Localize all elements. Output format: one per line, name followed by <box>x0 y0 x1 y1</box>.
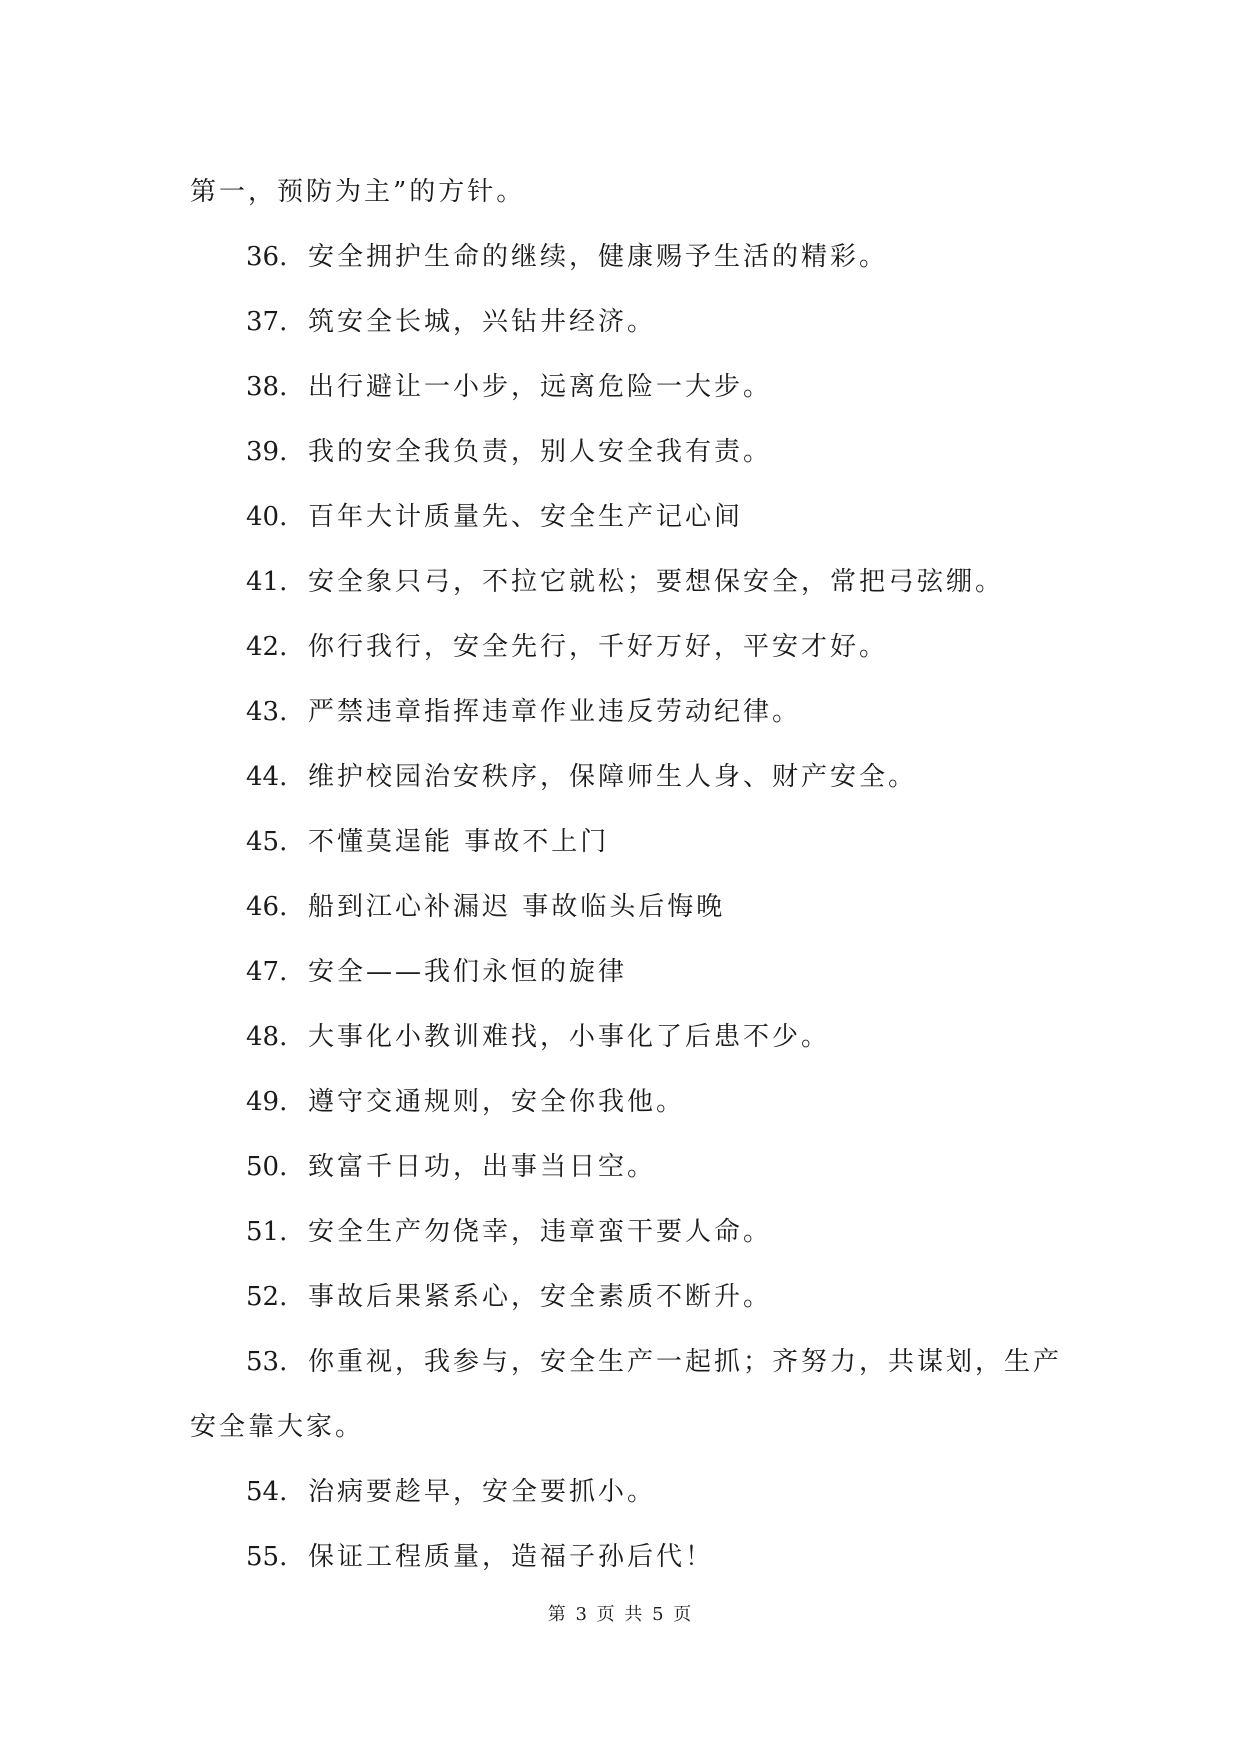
list-item <box>190 225 1070 290</box>
list-item <box>190 550 1070 615</box>
list-item <box>190 1200 1070 1265</box>
item-number: 55. <box>246 1542 288 1572</box>
page-number-label: 第 3 页 共 5 页 <box>547 1604 694 1625</box>
list-item <box>190 485 1070 550</box>
item-number: 42. <box>246 632 288 662</box>
item-text: 大事化小教训难找，小事化了后患不少。 <box>308 1022 831 1052</box>
item-number: 41. <box>246 567 288 597</box>
list-item <box>190 680 1070 745</box>
item-number: 44. <box>246 762 288 792</box>
document-body <box>190 160 1070 1590</box>
item-number: 43. <box>246 697 288 727</box>
line-text: 安全靠大家。 <box>190 1412 365 1442</box>
list-item <box>190 1525 1070 1590</box>
item-number: 48. <box>246 1022 288 1052</box>
text-line-continuation <box>190 160 1070 225</box>
list-item <box>190 810 1070 875</box>
item-number: 54. <box>246 1477 288 1507</box>
list-item <box>190 875 1070 940</box>
list-item <box>190 1330 1070 1395</box>
item-text: 安全象只弓，不拉它就松；要想保安全，常把弓弦绷。 <box>308 567 1005 597</box>
line-text: 第一，预防为主”的方针。 <box>190 177 526 207</box>
item-text: 遵守交通规则，安全你我他。 <box>308 1087 686 1117</box>
text-line-continuation <box>190 1395 1070 1460</box>
item-text: 事故后果紧系心，安全素质不断升。 <box>308 1282 773 1312</box>
item-text: 不懂莫逞能 事故不上门 <box>308 827 610 857</box>
list-item <box>190 1460 1070 1525</box>
item-text: 保证工程质量，造福子孙后代！ <box>308 1542 715 1572</box>
item-number: 46. <box>246 892 288 922</box>
item-text: 船到江心补漏迟 事故临头后悔晚 <box>308 892 726 922</box>
list-item <box>190 1070 1070 1135</box>
item-number: 45. <box>246 827 288 857</box>
list-item <box>190 615 1070 680</box>
list-item <box>190 1265 1070 1330</box>
item-text: 安全生产勿侥幸，违章蛮干要人命。 <box>308 1217 773 1247</box>
item-text: 筑安全长城，兴钻井经济。 <box>308 307 657 337</box>
item-text: 出行避让一小步，远离危险一大步。 <box>308 372 773 402</box>
item-number: 47. <box>246 957 288 987</box>
item-number: 40. <box>246 502 288 532</box>
item-number: 49. <box>246 1087 288 1117</box>
list-item <box>190 290 1070 355</box>
item-text: 维护校园治安秩序，保障师生人身、财产安全。 <box>308 762 918 792</box>
item-number: 50. <box>246 1152 288 1182</box>
item-text: 严禁违章指挥违章作业违反劳动纪律。 <box>308 697 802 727</box>
item-number: 39. <box>246 437 288 467</box>
list-item <box>190 1135 1070 1200</box>
item-number: 36. <box>246 242 288 272</box>
list-item <box>190 940 1070 1005</box>
item-text: 治病要趁早，安全要抓小。 <box>308 1477 657 1507</box>
list-item <box>190 1005 1070 1070</box>
list-item <box>190 420 1070 485</box>
list-item <box>190 745 1070 810</box>
item-text: 安全——我们永恒的旋律 <box>308 957 628 987</box>
item-number: 37. <box>246 307 288 337</box>
item-number: 52. <box>246 1282 288 1312</box>
item-text: 你重视，我参与，安全生产一起抓；齐努力，共谋划，生产 <box>308 1347 1063 1377</box>
item-text: 安全拥护生命的继续，健康赐予生活的精彩。 <box>308 242 889 272</box>
page-footer <box>0 1600 1241 1626</box>
item-text: 我的安全我负责，别人安全我有责。 <box>308 437 773 467</box>
item-text: 百年大计质量先、安全生产记心间 <box>308 502 744 532</box>
item-number: 38. <box>246 372 288 402</box>
item-number: 51. <box>246 1217 288 1247</box>
item-number: 53. <box>246 1347 288 1377</box>
item-text: 致富千日功，出事当日空。 <box>308 1152 657 1182</box>
list-item <box>190 355 1070 420</box>
item-text: 你行我行，安全先行，千好万好，平安才好。 <box>308 632 889 662</box>
